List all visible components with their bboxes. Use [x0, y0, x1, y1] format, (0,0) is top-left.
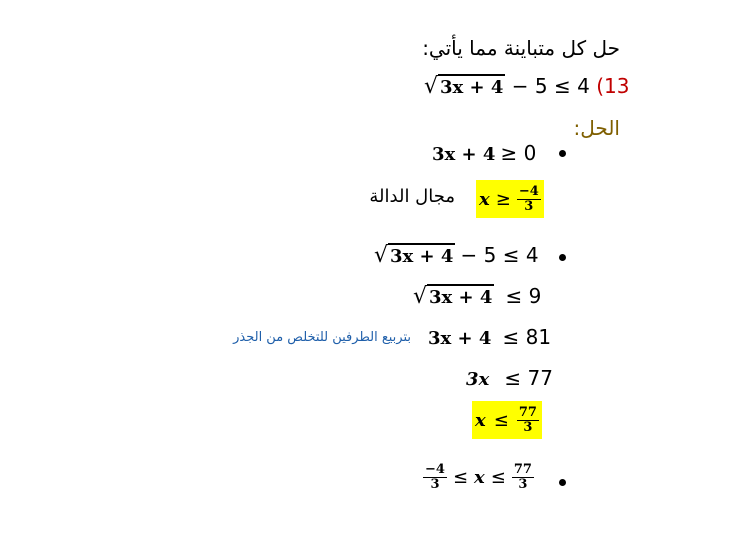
domain-fraction-num: −4 — [518, 183, 539, 199]
problem-number: (13 — [596, 74, 630, 98]
final-op-1: ≤ — [452, 467, 469, 488]
line5-var: x — [475, 409, 486, 431]
step-line-2: √ 3x + 4 ≤ 9 — [413, 284, 542, 309]
final-right-den: 3 — [518, 477, 528, 492]
line4-lhs: 3x — [466, 369, 490, 390]
domain-var: x — [479, 188, 490, 210]
step-line-4 — [466, 366, 553, 390]
line4-rest: ≤ 77 — [504, 366, 553, 390]
step-line-1: √ 3x + 4 − 5 ≤ 4 — [374, 243, 539, 268]
line3-rest: ≤ 81 — [502, 325, 552, 349]
line1-rest: − 5 ≤ 4 — [460, 243, 539, 267]
final-left-den: 3 — [430, 477, 440, 492]
problem-13 — [424, 74, 629, 100]
line3-lhs: 3x + 4 — [428, 328, 492, 349]
domain-fraction-den: 3 — [524, 198, 534, 214]
solution-label: الحل: — [573, 116, 620, 140]
line1-radicand: 3x + 4 — [388, 243, 455, 269]
domain-note: مجال الدالة — [369, 186, 455, 207]
final-left-fraction — [423, 463, 447, 492]
line5-fraction-num: 77 — [518, 404, 537, 420]
domain-op: ≥ — [495, 188, 511, 210]
bullet-3 — [559, 479, 566, 486]
domain-rhs: ≥ 0 — [500, 141, 537, 165]
problem-tail: − 5 ≤ 4 — [511, 74, 590, 98]
line5-fraction-den: 3 — [523, 419, 533, 435]
domain-lhs: 3x + 4 — [432, 144, 496, 165]
domain-inequality — [432, 141, 536, 165]
line2-radicand: 3x + 4 — [427, 284, 494, 310]
squaring-note: بتربيع الطرفين للتخلص من الجذر — [233, 330, 411, 345]
exercise-heading: حل كل متباينة مما يأتي: — [422, 36, 620, 60]
problem-radicand: 3x + 4 — [438, 74, 505, 100]
final-var: x — [474, 467, 485, 488]
line2-rest: ≤ 9 — [505, 284, 542, 308]
domain-fraction — [517, 185, 541, 214]
final-right-fraction — [512, 463, 534, 492]
bullet-2 — [559, 254, 566, 261]
final-right-num: 77 — [513, 462, 532, 477]
final-answer — [423, 463, 534, 492]
final-op-2: ≤ — [490, 467, 506, 488]
radical-sign: √ — [424, 74, 439, 99]
step-line-3 — [428, 325, 551, 349]
domain-result — [476, 180, 544, 218]
step-line-5 — [472, 401, 542, 439]
final-left-num: −4 — [425, 462, 445, 477]
line5-fraction — [517, 406, 539, 435]
line5-op: ≤ — [493, 409, 509, 431]
bullet-1 — [559, 150, 566, 157]
